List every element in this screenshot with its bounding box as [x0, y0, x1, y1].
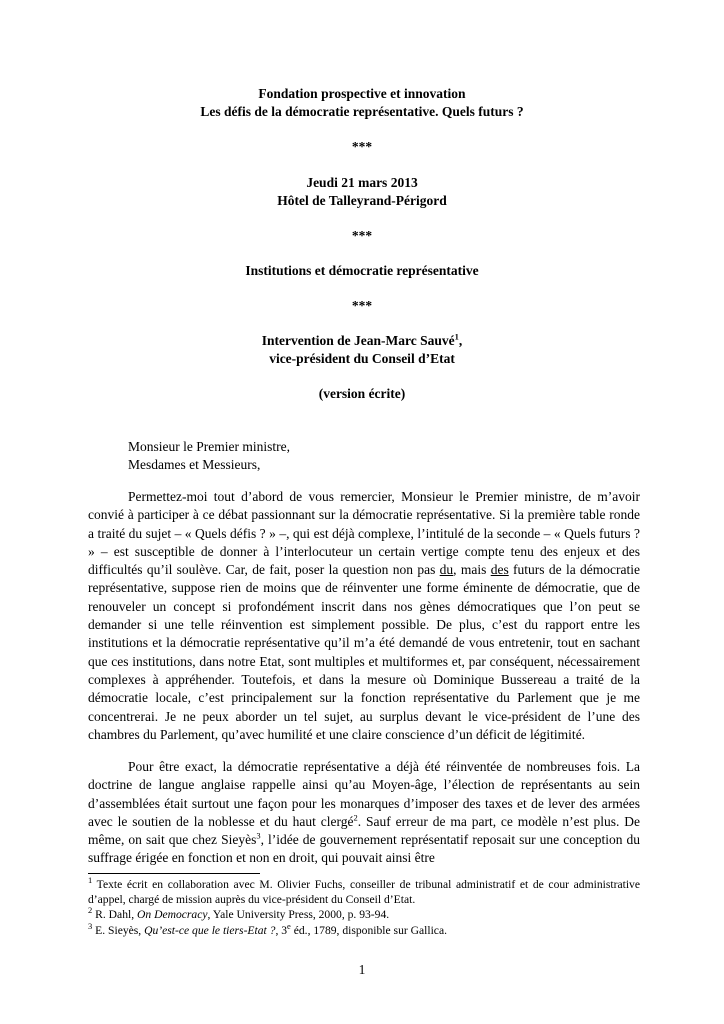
paragraph-2: Pour être exact, la démocratie représentative a déjà été réinventée de nombreuses fois. La doctrine de langue anglaise rappelle ainsi qu’au Moyen-âge, l’élection de représentants au sein d’assemblées était surtout une façon pour les monarques d’imposer des taxes et de lever des armées avec le soutien de la noblesse et du haut clergé$^2$. Sauf erreur de ma part, ce modèle n’est plus. De même, on sait que chez Sieyès$^3$, l’idée de gouvernement représentatif reposait sur une conception du suffrage érigée en fonction et non en droit, qui pouvait ainsi être [88, 759, 641, 866]
footnote-ref-1: 1 [454, 331, 459, 342]
speaker-name: Intervention de Jean-Marc Sauvé [261, 333, 455, 348]
salutation-line-1: Monsieur le Premier ministre, [128, 439, 290, 454]
speaker-role: vice-président du Conseil d’Etat [269, 351, 455, 366]
version-note: (version écrite) [318, 386, 406, 401]
footnote-3: $^3$ E. Sieyès, Qu’est-ce que le tiers-Etat ?, 3e éd., 1789, disponible sur Gallica. [88, 920, 447, 937]
footnote-separator [88, 873, 260, 874]
separator: *** [351, 298, 373, 313]
separator: *** [351, 139, 373, 154]
topic-title: Institutions et démocratie représentative [245, 263, 479, 278]
event-venue: Hôtel de Talleyrand-Périgord [277, 193, 447, 208]
event-date: Jeudi 21 mars 2013 [306, 175, 418, 190]
footnote-ref-2: 2 [353, 812, 358, 823]
speaker-line: Intervention de Jean-Marc Sauvé$^1$, [261, 331, 463, 348]
footnotes [88, 877, 640, 938]
conference-title: Fondation prospective et innovation [258, 86, 466, 101]
page-number: 1 [358, 962, 366, 977]
footnote-1: $^1$ Texte écrit en collaboration avec M. Olivier Fuchs, conseiller de tribunal administratif et de cour administrative d’appel, chargé de mission auprès du vice-président du Conseil d’Etat. [88, 875, 640, 907]
salutation-line-2: Mesdames et Messieurs, [128, 457, 261, 472]
conference-subtitle: Les défis de la démocratie représentative. Quels futurs ? [200, 104, 524, 119]
footnote-2: $^2$ R. Dahl, On Democracy, Yale University Press, 2000, p. 93-94. [88, 905, 390, 922]
separator: *** [351, 228, 373, 243]
footnote-ref-3: 3 [256, 830, 261, 841]
paragraph-1: Permettez-moi tout d’abord de vous remercier, Monsieur le Premier ministre, de m’avoir convié à participer à ce débat passionnant sur la démocratie représentative. Si la première table ronde a traité du sujet – « Quels défis ? » –, qui est déjà complexe, l’intitulé de la seconde – « Quels futurs ? » – est susceptible de donner à l’interlocuteur un certain vertige compte tenu des enjeux et des difficultés qu’il soulève. Car, de fait, poser la question non pas du, mais des futurs de la démocratie représentative, suppose rien de moins que de réinventer une forme éminente de démocratie, que de renouveler un concept si profondément inscrit dans nos gènes démocratiques que l’on peut se demander si une telle réinvention est simplement possible. De plus, c’est du rapport entre les institutions et la démocratie représentative qu’il m’a été demandé de vous entretenir, tout en sachant que ces institutions, dans notre Etat, sont multiples et multiformes et, par conséquent, nécessairement complexes à appréhender. Toutefois, et dans la mesure où Dominique Bussereau a traité de la démocratie locale, c’est principalement sur la fonction représentative du Parlement que je me concentrerai. Je ne peux aborder un tel sujet, au surplus devant le vice-président de l’une des chambres du Parlement, qu’avec humilité et une claire conscience d’un déficit de légitimité. [88, 489, 640, 742]
